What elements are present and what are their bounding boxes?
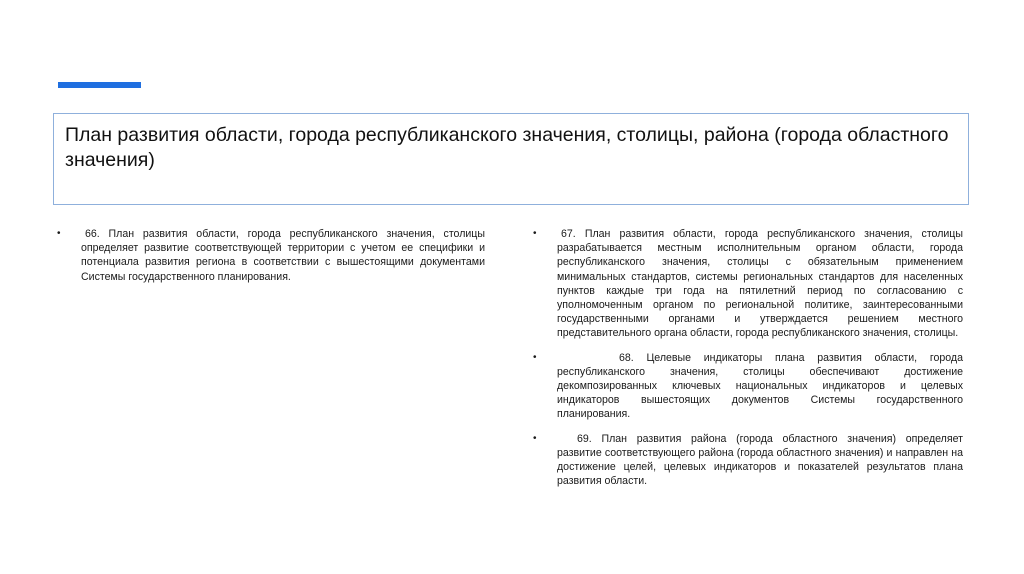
bullet-icon: • <box>533 351 537 363</box>
accent-bar <box>58 82 141 88</box>
list-item <box>57 227 485 284</box>
list-item <box>533 227 963 341</box>
list-item <box>533 432 963 489</box>
bullet-icon: • <box>533 432 537 444</box>
paragraph-68: 68. Целевые индикаторы плана развития области, города республиканского значения, столицы обеспечивают достижение декомпозированных ключевых национальных индикаторов и целевых индикаторов вышестоящих документов Системы государственного планирования. <box>557 351 963 421</box>
title-box <box>53 113 969 205</box>
left-column <box>57 227 485 293</box>
paragraph-69: 69. План развития района (города областного значения) определяет развитие соответствующего района (города областного значения) и направлен на достижение целей, целевых индикаторов и показателей результатов плана развития области. <box>557 432 963 488</box>
paragraph-66: 66. План развития области, города республиканского значения, столицы определяет развитие соответствующей территории с учетом ее специфики и потенциала развития региона в соответствии с вышестоящими документами Системы государственного планирования. <box>81 228 485 283</box>
bullet-icon: • <box>533 228 537 239</box>
paragraph-67: 67. План развития области, города республиканского значения, столицы разрабатывается местным исполнительным органом области, города республиканского значения, столицы с обязательным применением минимальных стандартов, системы региональных стандартов для населенных пунктов каждые три года на пятилетний период по согласованию с уполномоченным органом по региональной политике, заинтересованными государственными органами и утверждается решением местного представительного органа области, города республиканского значения, столицы. <box>557 228 963 340</box>
bullet-icon: • <box>57 228 61 239</box>
list-item <box>533 351 963 422</box>
slide-title: План развития области, города республиканского значения, столицы, района (города областного значения) <box>65 124 949 171</box>
right-column <box>533 227 963 497</box>
